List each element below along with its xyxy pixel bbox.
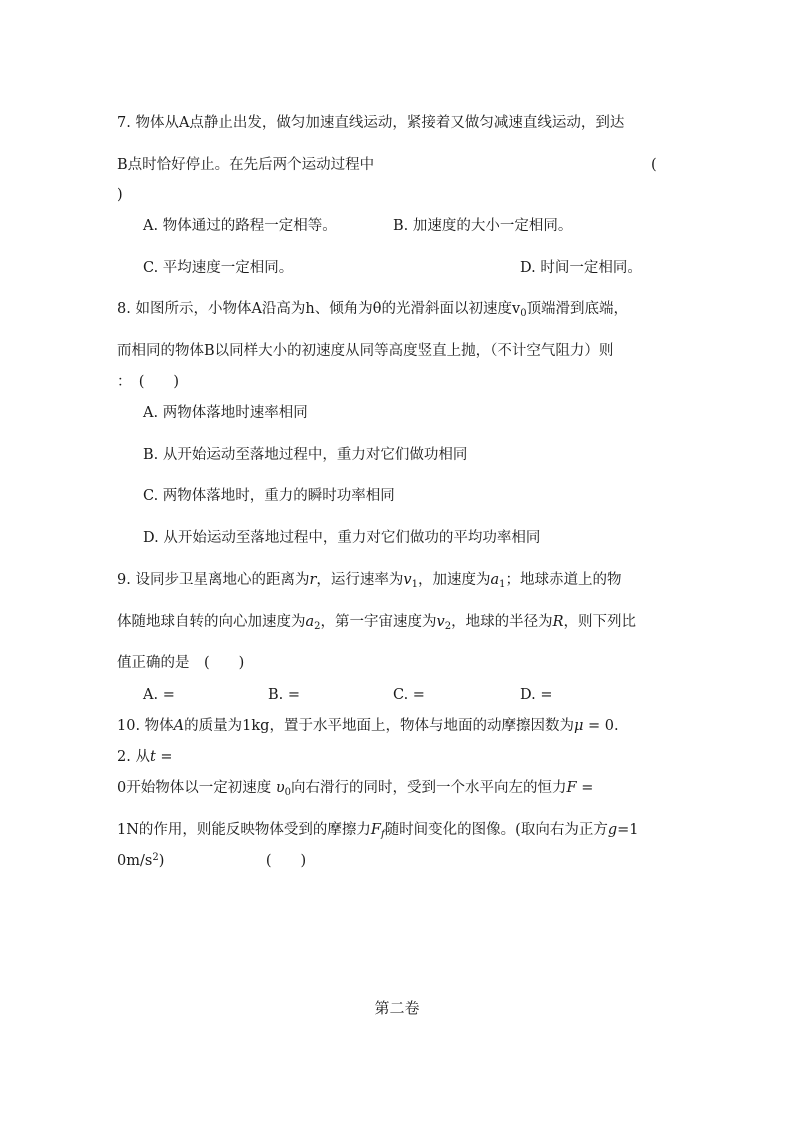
q10-line5: $0m/s^2$) ( ): [117, 852, 307, 869]
q7-option-c: C. 平均速度一定相同。: [143, 260, 294, 276]
q7-line1: 7. 物体从A点静止出发，做匀加速直线运动，紧接着又做匀减速直线运动，到达: [117, 115, 625, 131]
q7-option-d: D. 时间一定相同。: [520, 260, 642, 276]
q10-line2: 2. 从t =: [117, 749, 173, 765]
q10-line4: 1N的作用，则能反映物体受到的摩擦力$F_f$随时间变化的图像。(取向右为正方g=1: [117, 822, 639, 840]
q8-option-d: D. 从开始运动至落地过程中，重力对它们做功的平均功率相同: [143, 530, 541, 546]
q9-line2: 体随地球自转的向心加速度为$a_2$，第一宇宙速度为$v_2$，地球的半径为R，则下列比: [117, 614, 637, 632]
q9-line1: 9. 设同步卫星离地心的距离为r，运行速率为$v_1$，加速度为$a_1$；地球赤道上的物: [117, 572, 622, 590]
q9-option-b: B. =: [268, 687, 301, 703]
section-title: 第二卷: [374, 999, 420, 1017]
q7-answer-paren-close: ): [117, 187, 123, 203]
q8-line3: ： ( ): [117, 374, 180, 390]
q7-answer-paren-open: (: [651, 157, 657, 173]
q8-option-b: B. 从开始运动至落地过程中，重力对它们做功相同: [143, 447, 468, 463]
q8-line2: 而相同的物体B以同样大小的初速度从同等高度竖直上抛，（不计空气阻力）则: [117, 343, 614, 359]
q9-option-d: D. =: [520, 687, 553, 703]
q9-line3: 值正确的是 ( ): [117, 655, 245, 671]
q7-option-b: B. 加速度的大小一定相同。: [393, 218, 573, 234]
q8-option-c: C. 两物体落地时，重力的瞬时功率相同: [143, 488, 395, 504]
q10-line3: 0开始物体以一定初速度 $\upsilon_0$向右滑行的同时，受到一个水平向左的恒力F =: [117, 780, 594, 798]
q7-line2: B点时恰好停止。在先后两个运动过程中: [117, 157, 375, 173]
q8-line1: 8. 如图所示，小物体A沿高为h、倾角为θ的光滑斜面以初速度$v_0$顶端滑到底端，: [117, 301, 629, 319]
q10-line1: 10. 物体A的质量为1kg，置于水平地面上，物体与地面的动摩擦因数为μ = 0.: [117, 718, 619, 734]
q9-option-a: A. =: [143, 687, 175, 703]
q8-option-a: A. 两物体落地时速率相同: [143, 405, 308, 421]
q7-option-a: A. 物体通过的路程一定相等。: [143, 218, 337, 234]
q9-option-c: C. =: [393, 687, 425, 703]
